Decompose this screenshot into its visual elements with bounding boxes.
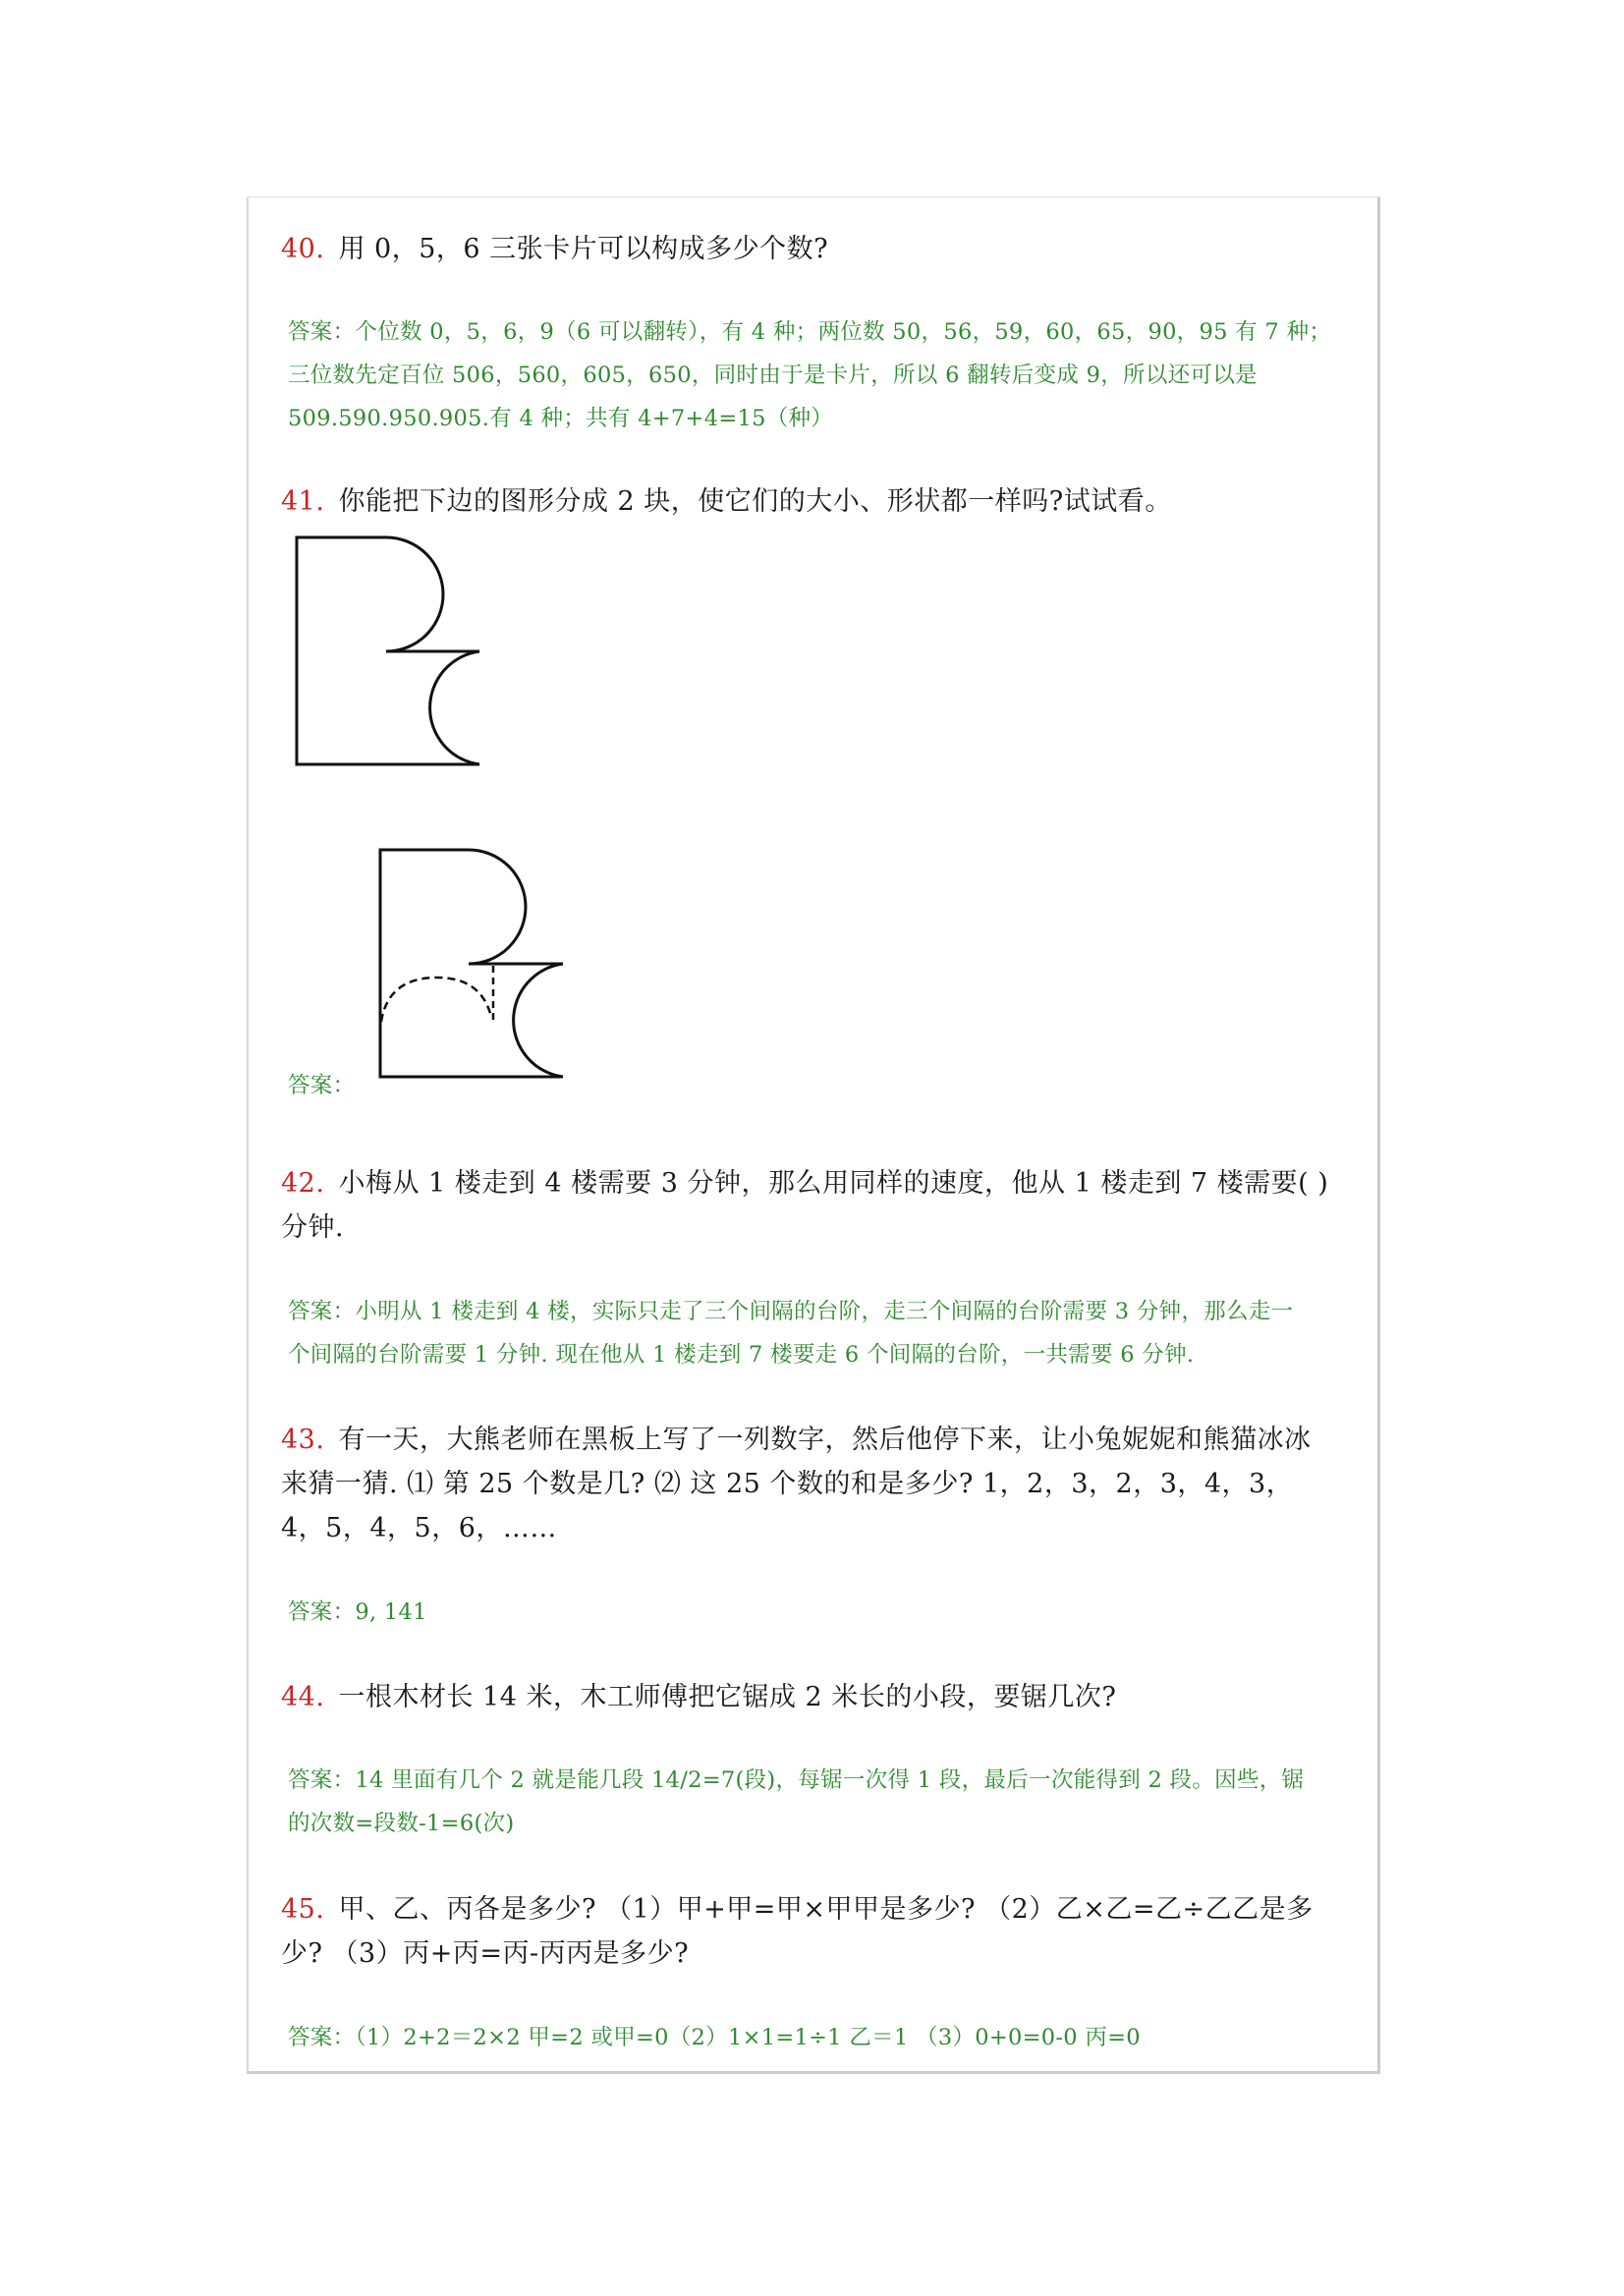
question-44 [281,1684,1116,1710]
question-number: 44. [281,1682,325,1712]
question-text: 小梅从 1 楼走到 4 楼需要 3 分钟，那么用同样的速度，他从 1 楼走到 7 楼需要( ) [338,1168,1329,1199]
question-42-line-2: 分钟. [281,1212,345,1243]
answer-40-line-2: 三位数先定百位 506，560，605，650，同时由于是卡片，所以 6 翻转后变成 9，所以还可以是 [288,363,1258,388]
answer-45: 答案：（1）2+2＝2×2 甲=2 或甲=0（2）1×1=1÷1 乙＝1 （3）0+0=0-0 丙=0 [288,2025,1141,2050]
answer-44-line-2: 的次数=段数-1=6(次) [288,1811,515,1836]
question-number: 42. [281,1168,325,1199]
answer-43: 答案：9, 141 [288,1599,427,1625]
question-43-line-1 [281,1427,1311,1453]
question-text: 一根木材长 14 米，木工师傅把它锯成 2 米长的小段，要锯几次? [338,1682,1117,1712]
question-number: 43. [281,1425,325,1455]
answer-40-line-1: 答案：个位数 0，5，6，9（6 可以翻转），有 4 种；两位数 50，56，59，60，65，90，95 有 7 种； [288,319,1332,345]
question-text: 你能把下边的图形分成 2 块，使它们的大小、形状都一样吗?试试看。 [338,486,1172,517]
question-number: 45. [281,1894,325,1925]
answer-44-line-1: 答案：14 里面有几个 2 就是能几段 14/2=7(段)，每锯一次得 1 段，最后一次能得到 2 段。因些，锯 [288,1767,1305,1793]
question-45-line-1 [281,1896,1314,1923]
question-43-line-3: 4，5，4，5，6，…… [281,1513,557,1543]
question-number: 40. [281,234,325,264]
question-text: 甲、乙、丙各是多少? （1）甲+甲=甲×甲甲是多少? （2）乙×乙=乙÷乙乙是多 [338,1894,1314,1925]
answer-40-line-3: 509.590.950.905.有 4 种；共有 4+7+4=15（种） [288,406,834,431]
answer-42-line-1: 答案：小明从 1 楼走到 4 楼，实际只走了三个间隔的台阶，走三个间隔的台阶需要 3 分钟，那么走一 [288,1299,1294,1324]
question-42-line-1 [281,1170,1328,1197]
question-number: 41. [281,486,325,517]
dashed-cut-arc [381,978,491,1022]
answer-42-line-2: 个间隔的台阶需要 1 分钟. 现在他从 1 楼走到 7 楼要走 6 个间隔的台阶，一共需要 6 分钟. [288,1342,1195,1368]
answer-41-label: 答案： [288,1073,356,1098]
question-text: 用 0，5，6 三张卡片可以构成多少个数? [338,234,829,264]
question-45-line-2: 少? （3）丙+丙=丙-丙丙是多少? [281,1938,690,1969]
question-text: 有一天，大熊老师在黑板上写了一列数字，然后他停下来，让小兔妮妮和熊猫冰冰 [338,1425,1312,1455]
question-43-line-2: 来猜一猜. ⑴ 第 25 个数是几? ⑵ 这 25 个数的和是多少? 1，2，3，2，3，4，3， [281,1469,1294,1499]
